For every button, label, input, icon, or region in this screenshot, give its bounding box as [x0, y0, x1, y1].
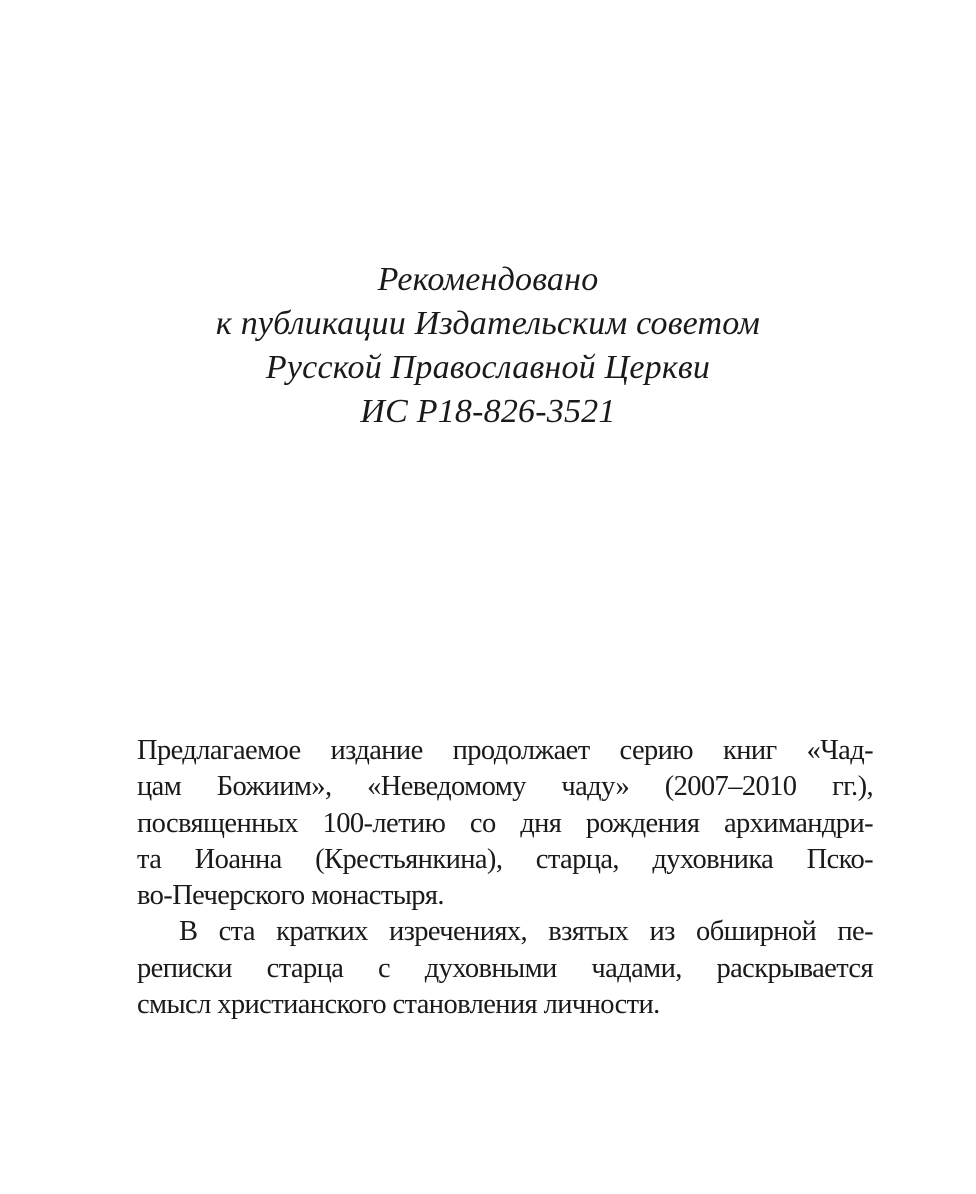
annotation-line: посвященных 100-летию со дня рождения архимандри- — [137, 807, 873, 839]
annotation-line: цам Божиим», «Неведомому чаду» (2007–2010 гг.), — [137, 771, 873, 803]
approval-line-publication: к публикации Издательским советом — [215, 305, 761, 342]
annotation-paragraph-2 — [137, 914, 873, 1023]
annotation-paragraph-1 — [137, 733, 873, 914]
approval-line-church: Русской Православной Церкви — [265, 349, 711, 386]
annotation-line: Предлагаемое издание продолжает серию книг «Чад- — [137, 735, 873, 766]
approval-line-recommended: Рекомендовано — [377, 261, 599, 298]
approval-code: ИС Р18-826-3521 — [360, 393, 616, 430]
annotation-line: во-Печерского монастыря. — [137, 880, 444, 912]
annotation-line: В ста кратких изречениях, взятых из обширной пе- — [179, 916, 873, 948]
book-annotation — [137, 733, 873, 1023]
publishing-council-approval — [0, 258, 976, 434]
annotation-line: реписки старца с духовными чадами, раскрывается — [137, 952, 873, 984]
annotation-line: смысл христианского становления личности. — [137, 989, 660, 1021]
annotation-line: та Иоанна (Крестьянкина), старца, духовника Пско- — [137, 843, 873, 875]
